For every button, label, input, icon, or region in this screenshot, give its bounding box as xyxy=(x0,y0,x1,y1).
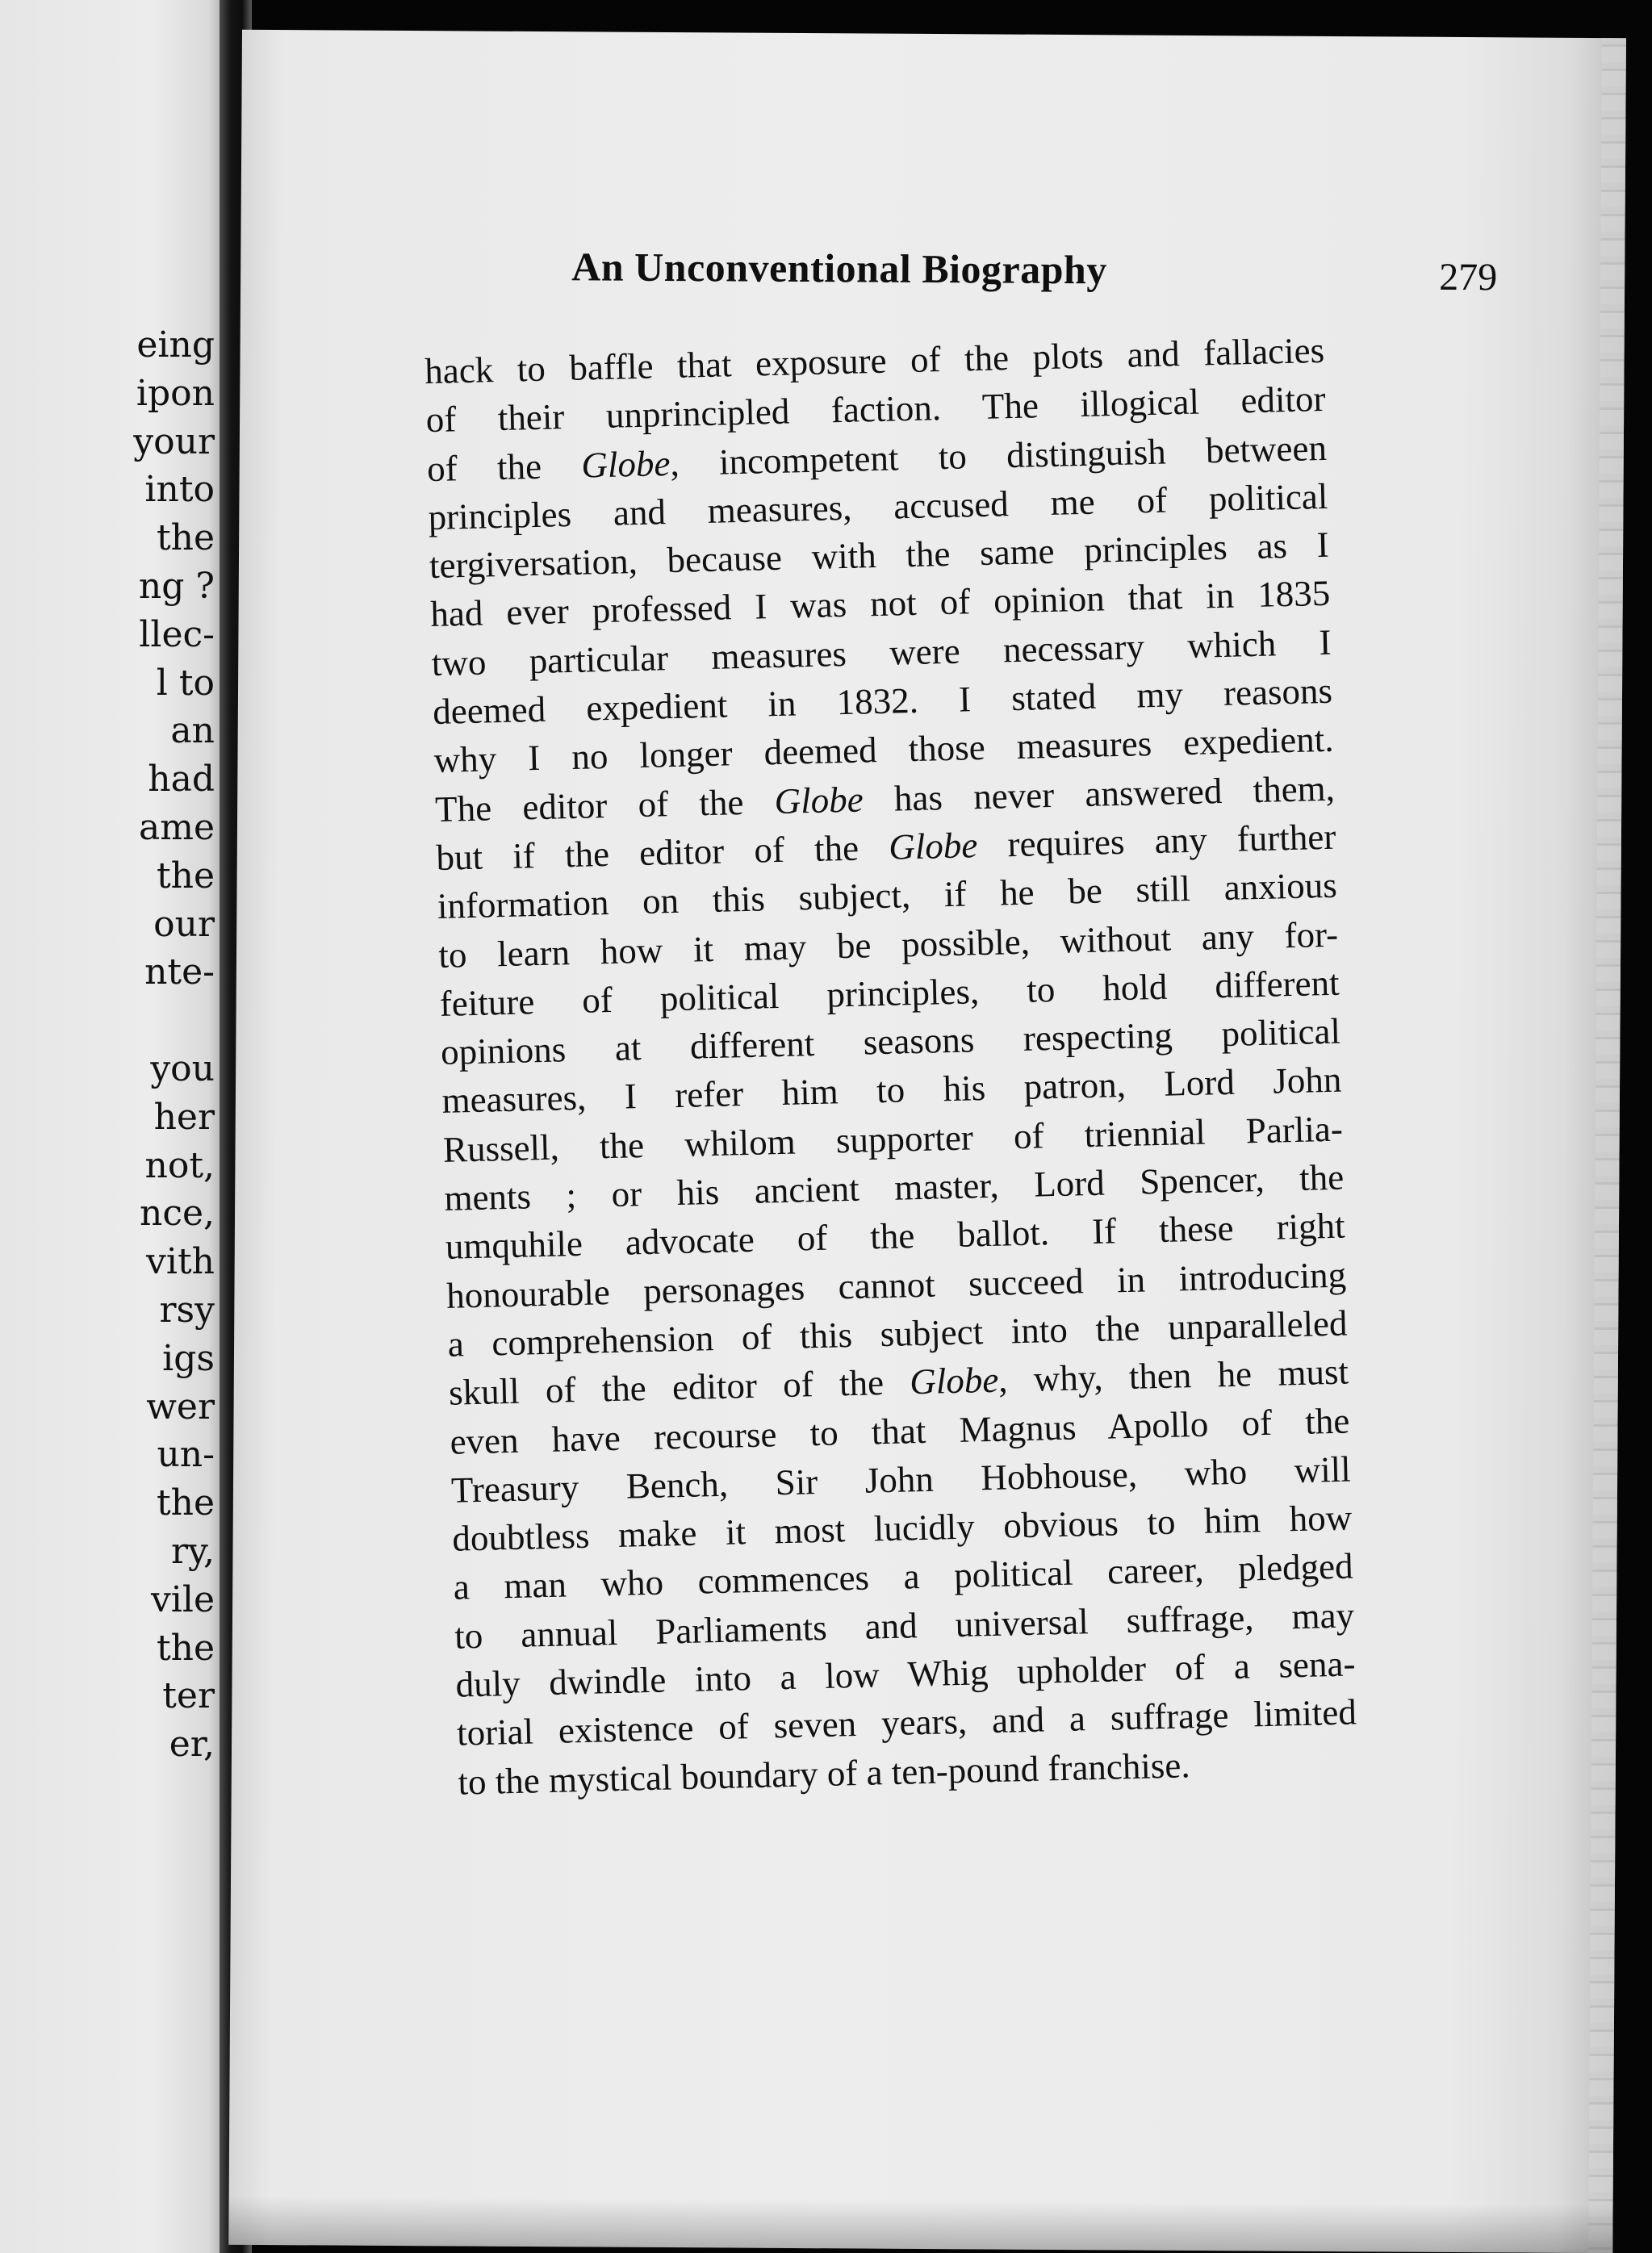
left-page-line-fragment: vile xyxy=(150,1578,215,1620)
left-page-line-fragment: ipon xyxy=(136,372,215,414)
text-segment: skull of the editor of the xyxy=(448,1361,910,1414)
text-segment: has never answered them, xyxy=(863,767,1336,820)
right-page xyxy=(228,30,1626,2253)
text-segment: umquhile advocate of the ballot. If these right xyxy=(445,1205,1346,1268)
left-facing-page xyxy=(0,0,220,2253)
text-segment: torial existence of seven years, and a suffrage limited xyxy=(456,1691,1357,1753)
text-segment: ments ; or his ancient master, Lord Spencer, the xyxy=(443,1156,1345,1218)
left-page-line-fragment: ry, xyxy=(170,1530,215,1572)
left-page-line-fragment: eing xyxy=(136,324,215,366)
italic-title: Globe xyxy=(580,442,671,486)
text-segment: information on this subject, if he be still anxious xyxy=(437,864,1338,927)
italic-title: Globe xyxy=(888,825,978,867)
left-page-line-fragment: wer xyxy=(146,1386,215,1427)
text-segment: , incompetent to distinguish between xyxy=(669,427,1328,483)
left-page-line-fragment: her xyxy=(153,1096,215,1138)
text-segment: to the mystical boundary of a ten-pound franchise. xyxy=(457,1744,1191,1803)
running-head xyxy=(571,243,1572,314)
text-segment: of the xyxy=(426,445,582,489)
text-segment: to annual Parliaments and universal suffrage, may xyxy=(454,1595,1355,1657)
left-page-line-fragment: the xyxy=(156,1482,215,1524)
text-segment: The editor of the xyxy=(434,780,776,830)
left-page-line-fragment: ter xyxy=(162,1675,215,1717)
body-text xyxy=(425,326,1358,1807)
left-page-line-fragment: er, xyxy=(169,1724,215,1766)
text-segment: Russell, the whilom supporter of triennial Parlia- xyxy=(442,1108,1344,1170)
text-segment: measures, I refer him to his patron, Lord John xyxy=(441,1060,1342,1122)
text-segment: feiture of political principles, to hold different xyxy=(439,962,1340,1024)
text-segment: doubtless make it most lucidly obvious to him how xyxy=(451,1497,1353,1559)
text-segment: opinions at different seasons respecting political xyxy=(440,1010,1341,1073)
left-page-line-fragment: nte- xyxy=(144,951,215,993)
running-title: An Unconventional Biography xyxy=(571,244,1108,293)
left-page-line-fragment: you xyxy=(150,1047,215,1089)
italic-title: Globe xyxy=(774,779,864,821)
left-page-line-fragment: had xyxy=(148,759,215,800)
text-segment: requires any further xyxy=(977,816,1336,866)
text-segment: duly dwindle into a low Whig upholder of a sena- xyxy=(455,1643,1356,1705)
left-page-line-fragment: ng ? xyxy=(138,565,215,607)
left-page-line-fragment: llec- xyxy=(139,613,215,655)
italic-title: Globe xyxy=(909,1359,999,1402)
left-page-line-fragment: the xyxy=(156,517,215,559)
page-edge-shadow xyxy=(1588,38,1626,2253)
text-segment: honourable personages cannot succeed in introducing xyxy=(445,1254,1347,1316)
text-segment: two particular measures were necessary which I xyxy=(431,621,1332,683)
left-page-line-fragment xyxy=(5,997,215,1045)
left-page-line-fragment: not, xyxy=(144,1144,215,1186)
left-page-line-fragment: nce, xyxy=(139,1193,215,1235)
page-bottom-shadow xyxy=(228,2197,1612,2253)
text-segment: deemed expedient in 1832. I stated my reasons xyxy=(432,670,1333,733)
text-segment: , why, then he must xyxy=(997,1351,1349,1400)
left-page-line-fragment: ame xyxy=(139,806,215,848)
left-page-line-fragment: into xyxy=(144,469,215,511)
left-page-line-fragment: vith xyxy=(146,1241,215,1283)
text-segment: why I no longer deemed those measures expedient. xyxy=(433,719,1334,781)
page-number: 279 xyxy=(1439,255,1498,299)
left-page-line-fragment: igs xyxy=(162,1337,215,1379)
text-segment: Treasury Bench, Sir John Hobhouse, who will xyxy=(450,1448,1352,1511)
text-segment: had ever professed I was not of opinion that in 1835 xyxy=(429,573,1331,635)
text-segment: principles and measures, accused me of political xyxy=(427,475,1328,537)
left-page-line-fragment: your xyxy=(133,420,215,462)
left-page-line-fragment: an xyxy=(170,710,215,752)
left-page-line-fragment: l to xyxy=(156,662,215,704)
text-segment: even have recourse to that Magnus Apollo of the xyxy=(449,1400,1350,1462)
left-page-line-fragment: the xyxy=(156,855,215,897)
left-page-line-fragment: rsy xyxy=(159,1289,215,1331)
text-segment: hack to baffle that exposure of the plots and fallacies xyxy=(424,329,1325,392)
text-segment: but if the editor of the xyxy=(435,826,889,878)
text-segment: a man who commences a political career, pledged xyxy=(453,1545,1354,1608)
text-segment: of their unprincipled faction. The illogical editor xyxy=(425,378,1327,441)
left-page-text-fragments xyxy=(5,321,215,1769)
left-page-line-fragment: our xyxy=(153,903,215,945)
left-page-line-fragment: un- xyxy=(157,1434,215,1476)
text-segment: a comprehension of this subject into the unparalleled xyxy=(447,1302,1349,1365)
text-segment: tergiversation, because with the same principles as I xyxy=(429,524,1330,587)
left-page-line-fragment: the xyxy=(156,1627,215,1669)
text-segment: to learn how it may be possible, without any for- xyxy=(437,913,1339,976)
